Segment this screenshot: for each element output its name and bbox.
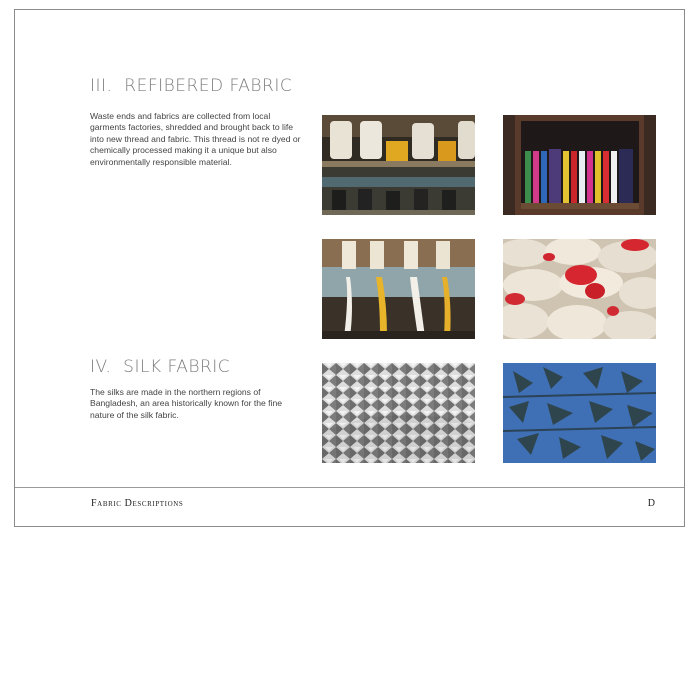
fiber-dispenser-image	[322, 239, 475, 339]
section-heading: REFIBERED FABRIC	[124, 76, 293, 96]
footer-divider	[15, 487, 684, 488]
photo-silk-blue	[503, 363, 656, 463]
section-title-silk	[90, 357, 230, 377]
section-body-silk: The silks are made in the northern regions of Bangladesh, an area historically known for the fine nature of the silk fabric.	[90, 387, 283, 420]
section-number: IV.	[90, 357, 112, 377]
photo-fiber-dispenser	[322, 239, 475, 339]
footer-title: Fabric Descriptions	[91, 498, 184, 509]
silk-blue-image	[503, 363, 656, 463]
fiber-sacks-image	[503, 239, 656, 339]
section-title-refibered	[90, 76, 292, 96]
spinning-machine-image	[322, 115, 475, 215]
section-heading: SILK FABRIC	[123, 357, 231, 377]
photo-fiber-sacks	[503, 239, 656, 339]
section-number: III.	[90, 76, 113, 96]
photo-spinning-spools	[322, 115, 475, 215]
photo-yarn-rack	[503, 115, 656, 215]
photo-silk-gray	[322, 363, 475, 463]
silk-gray-image	[322, 363, 475, 463]
catalog-page	[14, 9, 685, 527]
section-body-refibered: Waste ends and fabrics are collected from local garments factories, shredded and brought back to life into new thread and fabric. This thread is not re dyed or chemically processed making it a unique but also environmentally responsible material.	[90, 111, 301, 167]
yarn-rack-image	[503, 115, 656, 215]
page-number: D	[647, 498, 655, 509]
